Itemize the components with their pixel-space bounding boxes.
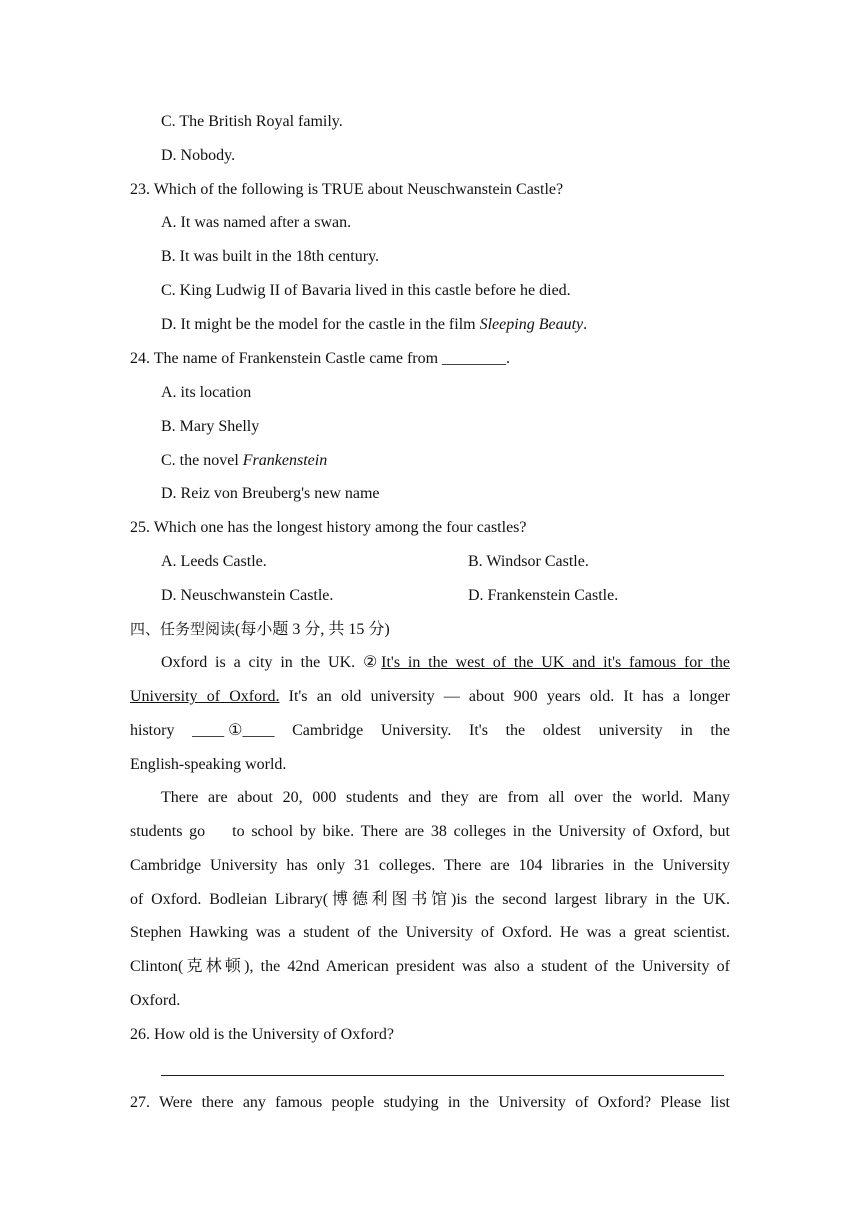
q25-stem: 25. Which one has the longest history among the four castles?	[130, 519, 527, 536]
q24-option-c-novel-title: Frankenstein	[242, 452, 328, 469]
passage-p1-intro: Oxford is a city in the UK. ②	[161, 654, 382, 671]
q24-option-b: B. Mary Shelly	[161, 418, 260, 435]
q25-option-d: D. Frankenstein Castle.	[468, 587, 619, 604]
passage-p1-line-2	[130, 687, 730, 707]
q23-option-d-film-title: Sleeping Beauty	[479, 316, 584, 333]
q26-stem: 26. How old is the University of Oxford?	[130, 1026, 394, 1043]
q23-option-d	[161, 315, 587, 335]
passage-p2-line-4: of Oxford. Bodleian Library(博德利图书馆)is the second largest library in the UK.	[130, 891, 730, 908]
passage-p2-line-6: Clinton(克林顿), the 42nd American president was also a student of the University of	[130, 958, 730, 975]
q24-stem: 24. The name of Frankenstein Castle came from ________.	[130, 350, 511, 367]
q24-option-d: D. Reiz von Breuberg's new name	[161, 485, 380, 502]
passage-p1-line-2-text: It's an old university — about 900 years old. It has a longer	[279, 688, 731, 705]
q24-option-c-text: C. the novel	[161, 452, 243, 469]
passage-p2-line-3: Cambridge University has only 31 colleges. There are 104 libraries in the University	[130, 857, 730, 874]
word: university	[598, 722, 663, 739]
word: It's	[469, 722, 488, 739]
q24-option-a: A. its location	[161, 384, 252, 401]
word: the	[710, 722, 730, 739]
q25-option-c: D. Neuschwanstein Castle.	[161, 587, 334, 604]
passage-underlined-sentence-part-1: It's in the west of the UK and it's famous for the	[381, 654, 731, 671]
passage-p1-line-1	[161, 653, 730, 673]
q23-stem: 23. Which of the following is TRUE about Neuschwanstein Castle?	[130, 181, 564, 198]
q22-option-c: C. The British Royal family.	[161, 113, 343, 130]
q23-option-a: A. It was named after a swan.	[161, 214, 352, 231]
q22-option-d: D. Nobody.	[161, 147, 236, 164]
passage-p1-line-4: English-speaking world.	[130, 756, 287, 773]
q23-option-d-text: D. It might be the model for the castle in the film	[161, 316, 480, 333]
passage-p2-line-2: students go to school by bike. There are 38 colleges in the University of Oxford, but	[130, 823, 730, 840]
passage-p2-line-7: Oxford.	[130, 992, 181, 1009]
q23-option-d-period: .	[583, 316, 588, 333]
word: history	[130, 722, 175, 739]
q23-option-b: B. It was built in the 18th century.	[161, 248, 380, 265]
passage-underlined-sentence-part-2: University of Oxford.	[130, 688, 280, 705]
word: University.	[380, 722, 452, 739]
q24-option-c	[161, 451, 327, 471]
q26-answer-line[interactable]	[161, 1075, 724, 1076]
blank-1: ____ ①____	[192, 722, 275, 739]
word: the	[505, 722, 526, 739]
q25-option-b: B. Windsor Castle.	[468, 553, 589, 570]
section-4-title: 四、任务型阅读	[130, 620, 236, 638]
section-4-heading	[130, 619, 390, 640]
section-4-score-note: (每小题 3 分, 共 15 分)	[235, 621, 390, 638]
q25-option-a: A. Leeds Castle.	[161, 553, 267, 570]
passage-p2-line-5: Stephen Hawking was a student of the University of Oxford. He was a great scientist.	[130, 924, 730, 941]
word: oldest	[542, 722, 581, 739]
passage-p1-line-3	[130, 721, 730, 741]
word: Cambridge	[292, 722, 364, 739]
passage-p2-line-1: There are about 20, 000 students and they are from all over the world. Many	[161, 789, 730, 806]
q23-option-c: C. King Ludwig II of Bavaria lived in this castle before he died.	[161, 282, 571, 299]
q27-stem: 27. Were there any famous people studying in the University of Oxford? Please list	[130, 1094, 730, 1111]
word: in	[680, 722, 693, 739]
